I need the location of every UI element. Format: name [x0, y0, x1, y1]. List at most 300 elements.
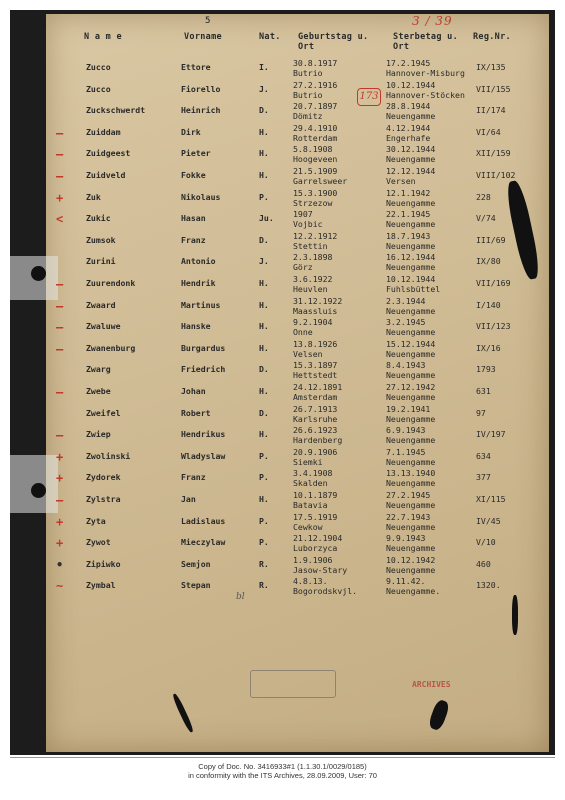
birth-place: Garrelsweer: [293, 176, 348, 186]
table-row: [0, 555, 565, 579]
birth-cell: [293, 339, 337, 359]
first-name: Franz: [181, 472, 206, 483]
registration-number: XII/159: [476, 148, 511, 159]
birth-cell: [293, 404, 337, 424]
table-row: [0, 166, 565, 190]
death-cell: [386, 274, 440, 294]
first-name: Hasan: [181, 213, 206, 224]
death-place: Neuengamme: [386, 240, 436, 251]
last-name: Zuiddam: [86, 126, 121, 137]
birth-cell: [293, 512, 337, 532]
nationality: H.: [259, 386, 269, 396]
first-name: Semjon: [181, 558, 211, 569]
birth-cell: [293, 555, 347, 575]
last-name: Zipiwko: [86, 558, 121, 569]
birth-date: 15.3.1897: [293, 360, 338, 371]
birth-cell: [293, 533, 342, 553]
nationality: P.: [259, 191, 269, 202]
first-name: Ettore: [181, 62, 211, 72]
birth-date: 2.3.1898: [293, 252, 333, 263]
nationality: J.: [259, 256, 269, 267]
nationality: R.: [259, 580, 269, 591]
first-name: Hendrik: [181, 278, 216, 288]
birth-date: 27.2.1916: [293, 79, 338, 90]
first-name: Ladislaus: [181, 515, 226, 526]
table-row: [0, 468, 565, 492]
death-place: Neuengamme: [386, 456, 436, 467]
registration-number: 1793: [476, 364, 496, 375]
death-cell: [386, 58, 465, 78]
death-place: Neuengamme: [386, 154, 436, 165]
first-name: Friedrich: [181, 364, 226, 375]
death-date: 28.8.1944: [386, 101, 431, 112]
first-name: Mieczylaw: [181, 537, 226, 548]
death-date: 10.12.1944: [386, 79, 436, 90]
nationality: J.: [259, 83, 269, 94]
last-name: Zwaluwe: [86, 321, 121, 332]
ink-blot: [512, 595, 518, 635]
last-name: Zuk: [86, 191, 101, 202]
death-place: Versen: [386, 176, 416, 186]
registration-number: 228: [476, 191, 491, 202]
death-place: Neuengamme: [386, 435, 436, 446]
birth-cell: [293, 360, 337, 380]
death-place: Neuengamme: [386, 564, 436, 575]
header-birth: Geburtstag u. Ort: [298, 32, 369, 52]
death-date: 10.12.1944: [386, 274, 436, 284]
first-name: Hanske: [181, 321, 211, 332]
row-mark: •: [56, 557, 64, 572]
table-row: [0, 576, 565, 600]
death-date: 9.9.1943: [386, 533, 426, 544]
death-place: Neuengamme: [386, 197, 436, 208]
birth-date: 13.8.1926: [293, 338, 338, 349]
birth-date: 1907: [293, 209, 313, 220]
last-name: Zweifel: [86, 407, 121, 418]
death-cell: [386, 533, 435, 553]
first-name: Jan: [181, 494, 196, 504]
row-mark: +: [56, 514, 64, 529]
birth-place: Luborzyca: [293, 543, 338, 554]
birth-place: Butrio: [293, 89, 323, 100]
death-cell: [386, 80, 465, 100]
row-mark: —: [56, 341, 64, 356]
birth-date: 15.3.1900: [293, 187, 338, 198]
death-cell: [386, 296, 435, 316]
birth-place: Cewkow: [293, 521, 323, 532]
registration-number: 631: [476, 386, 491, 396]
first-name: Franz: [181, 234, 206, 245]
death-cell: [386, 252, 435, 272]
death-cell: [386, 339, 435, 359]
last-name: Zuidveld: [86, 170, 126, 180]
first-name: Burgardus: [181, 342, 226, 353]
last-name: Zwaard: [86, 299, 116, 310]
last-name: Zymbal: [86, 580, 116, 591]
nationality: H.: [259, 299, 269, 310]
last-name: Zwarg: [86, 364, 111, 375]
birth-cell: [293, 123, 337, 143]
table-row: [0, 274, 565, 298]
nationality: H.: [259, 148, 269, 159]
death-date: 17.2.1945: [386, 58, 431, 68]
birth-place: Hettstedt: [293, 370, 338, 381]
last-name: Zuurendonk: [86, 278, 136, 288]
last-name: Zucco: [86, 83, 111, 94]
death-place: Neuengamme: [386, 478, 436, 489]
header-reg: Reg.Nr.: [473, 32, 511, 42]
death-place: Neuengamme: [386, 521, 436, 532]
row-mark: —: [56, 298, 64, 313]
last-name: Zurini: [86, 256, 116, 267]
death-cell: [386, 404, 435, 424]
death-place: Neuengamme.: [386, 586, 441, 597]
birth-date: 26.6.1923: [293, 425, 338, 436]
registration-number: IV/197: [476, 429, 506, 440]
birth-cell: [293, 166, 347, 186]
death-cell: [386, 382, 435, 402]
birth-place: Jasow-Stary: [293, 564, 348, 575]
birth-cell: [293, 468, 332, 488]
last-name: Zukic: [86, 213, 111, 224]
first-name: Johan: [181, 386, 206, 396]
birth-place: Butrio: [293, 68, 323, 78]
page-mark: 5: [205, 16, 211, 26]
table-row: [0, 231, 565, 255]
nationality: D.: [259, 234, 269, 245]
death-place: Engerhafe: [386, 132, 431, 143]
birth-date: 20.7.1897: [293, 101, 338, 112]
footer-divider: [10, 757, 555, 758]
last-name: Zydorek: [86, 472, 121, 483]
death-date: 27.2.1945: [386, 490, 431, 500]
death-place: Fuhlsbüttel: [386, 284, 441, 294]
nationality: D.: [259, 407, 269, 418]
death-place: Neuengamme: [386, 543, 436, 554]
death-cell: [386, 317, 435, 337]
death-cell: [386, 101, 435, 121]
red-annotation: 3 / 39: [412, 14, 453, 28]
row-mark: ~: [56, 579, 64, 594]
birth-place: Dömitz: [293, 111, 323, 122]
nationality: I.: [259, 62, 269, 72]
last-name: Zuidgeest: [86, 148, 131, 159]
table-row: [0, 360, 565, 384]
footer-line-1: Copy of Doc. No. 3416933#1 (1.1.30.1/0029/0185): [198, 762, 367, 771]
birth-date: 3.6.1922: [293, 274, 333, 284]
birth-date: 5.8.1908: [293, 144, 333, 155]
birth-cell: [293, 58, 337, 78]
row-mark: —: [56, 277, 64, 291]
table-row: [0, 144, 565, 168]
birth-place: Onne: [293, 327, 313, 338]
death-cell: [386, 512, 435, 532]
registration-number: V/10: [476, 537, 496, 548]
last-name: Zwanenburg: [86, 342, 136, 353]
birth-date: 21.5.1909: [293, 166, 338, 176]
footer-line-2: in conformity with the ITS Archives, 28.09.2009, User: 70: [188, 771, 377, 780]
death-cell: [386, 468, 435, 488]
red-box-annotation: 173: [357, 88, 381, 106]
last-name: Zucco: [86, 62, 111, 72]
death-date: 9.11.42.: [386, 576, 426, 587]
birth-place: Amsterdam: [293, 392, 338, 402]
death-date: 12.1.1942: [386, 187, 431, 198]
row-mark: —: [56, 428, 64, 443]
nationality: P.: [259, 450, 269, 461]
table-row: [0, 533, 565, 557]
registration-number: III/69: [476, 234, 506, 245]
registration-number: 377: [476, 472, 491, 483]
birth-date: 30.8.1917: [293, 58, 338, 68]
first-name: Nikolaus: [181, 191, 221, 202]
nationality: P.: [259, 472, 269, 483]
death-date: 2.3.1944: [386, 295, 426, 306]
table-row: [0, 58, 565, 82]
registration-number: I/140: [476, 299, 501, 310]
archive-stamp: [250, 670, 336, 698]
death-date: 7.1.1945: [386, 446, 426, 457]
death-date: 27.12.1942: [386, 382, 436, 392]
registration-number: 97: [476, 407, 486, 418]
birth-date: 21.12.1904: [293, 533, 343, 544]
table-row: [0, 209, 565, 233]
death-cell: [386, 360, 435, 380]
last-name: Zywot: [86, 537, 111, 548]
birth-cell: [293, 209, 323, 229]
row-mark: —: [56, 125, 64, 140]
last-name: Zwolinski: [86, 450, 131, 461]
first-name: Robert: [181, 407, 211, 418]
death-date: 3.2.1945: [386, 317, 426, 328]
registration-number: XI/115: [476, 494, 506, 504]
birth-cell: [293, 425, 342, 445]
table-row: [0, 382, 565, 406]
table-row: [0, 339, 565, 363]
birth-place: Maassluis: [293, 305, 338, 316]
birth-place: Hardenberg: [293, 435, 343, 446]
row-mark: +: [56, 471, 64, 486]
first-name: Martinus: [181, 299, 221, 310]
death-date: 4.12.1944: [386, 122, 431, 133]
table-row: [0, 188, 565, 212]
death-place: Neuengamme: [386, 305, 436, 316]
birth-date: 1.9.1906: [293, 554, 333, 565]
death-date: 6.9.1943: [386, 425, 426, 436]
row-mark: —: [56, 320, 64, 335]
birth-place: Karlsruhe: [293, 413, 338, 424]
birth-date: 3.4.1908: [293, 468, 333, 479]
death-cell: [386, 166, 435, 186]
nationality: H.: [259, 342, 269, 353]
death-date: 12.12.1944: [386, 166, 436, 176]
first-name: Pieter: [181, 148, 211, 159]
birth-place: Görz: [293, 262, 313, 273]
death-cell: [386, 576, 440, 596]
death-date: 18.7.1943: [386, 230, 431, 241]
death-date: 16.12.1944: [386, 252, 436, 263]
death-date: 19.2.1941: [386, 403, 431, 414]
table-row: [0, 317, 565, 341]
table-row: [0, 404, 565, 428]
last-name: Zwebe: [86, 386, 111, 396]
death-place: Neuengamme: [386, 111, 436, 122]
death-date: 22.1.1945: [386, 209, 431, 220]
registration-number: 1320.: [476, 580, 501, 591]
registration-number: 634: [476, 450, 491, 461]
registration-number: VII/155: [476, 83, 511, 94]
table-row: [0, 296, 565, 320]
birth-date: 10.1.1879: [293, 490, 338, 500]
birth-cell: [293, 382, 342, 402]
birth-cell: [293, 296, 342, 316]
birth-date: 26.7.1913: [293, 403, 338, 414]
nationality: H.: [259, 126, 269, 137]
row-mark: —: [56, 493, 64, 507]
table-row: [0, 425, 565, 449]
death-place: Neuengamme: [386, 327, 436, 338]
registration-number: IX/16: [476, 342, 501, 353]
row-mark: <: [56, 212, 64, 227]
first-name: Fiorello: [181, 83, 221, 94]
death-date: 15.12.1944: [386, 338, 436, 349]
nationality: D.: [259, 364, 269, 375]
birth-date: 9.2.1904: [293, 317, 333, 328]
birth-date: 4.8.13.: [293, 576, 328, 587]
death-date: 10.12.1942: [386, 554, 436, 565]
death-place: Neuengamme: [386, 413, 436, 424]
birth-cell: [293, 231, 337, 251]
birth-place: Vojbic: [293, 219, 323, 230]
death-cell: [386, 123, 430, 143]
birth-cell: [293, 317, 332, 337]
birth-cell: [293, 490, 337, 510]
first-name: Stepan: [181, 580, 211, 591]
first-name: Hendrikus: [181, 429, 226, 440]
death-cell: [386, 188, 435, 208]
death-place: Hannover-Misburg: [386, 68, 465, 78]
birth-date: 17.5.1919: [293, 511, 338, 522]
nationality: R.: [259, 558, 269, 569]
row-mark: +: [56, 190, 64, 205]
birth-cell: [293, 144, 337, 164]
nationality: H.: [259, 170, 269, 180]
table-row: [0, 447, 565, 471]
nationality: Ju.: [259, 213, 274, 224]
birth-date: 20.9.1906: [293, 446, 338, 457]
death-date: 13.13.1940: [386, 468, 436, 479]
birth-cell: [293, 274, 332, 294]
header-nationality: Nat.: [259, 32, 281, 42]
death-cell: [386, 447, 435, 467]
birth-date: 31.12.1922: [293, 295, 343, 306]
death-cell: [386, 555, 435, 575]
nationality: H.: [259, 429, 269, 440]
registration-number: IX/135: [476, 62, 506, 72]
row-mark: —: [56, 147, 64, 162]
birth-cell: [293, 188, 337, 208]
table-row: [0, 123, 565, 147]
birth-place: Skalden: [293, 478, 328, 489]
birth-date: 12.2.1912: [293, 230, 338, 241]
table-row: [0, 490, 565, 514]
death-date: 30.12.1944: [386, 144, 436, 155]
last-name: Zyta: [86, 515, 106, 526]
registration-number: IV/45: [476, 515, 501, 526]
birth-cell: [293, 447, 337, 467]
death-place: Neuengamme: [386, 370, 436, 381]
death-place: Neuengamme: [386, 262, 436, 273]
death-cell: [386, 425, 435, 445]
registration-number: IX/80: [476, 256, 501, 267]
registration-number: VI/64: [476, 126, 501, 137]
death-place: Hannover-Stöcken: [386, 89, 465, 100]
registration-number: II/174: [476, 105, 506, 116]
nationality: P.: [259, 515, 269, 526]
table-row: [0, 252, 565, 276]
header-death: Sterbetag u. Ort: [393, 32, 459, 52]
row-mark: +: [56, 536, 64, 551]
nationality: D.: [259, 105, 269, 116]
header-first-name: Vorname: [184, 32, 222, 42]
registration-number: VII/123: [476, 321, 511, 332]
nationality: P.: [259, 537, 269, 548]
row-mark: —: [56, 169, 64, 183]
birth-place: Strzezow: [293, 197, 333, 208]
last-name: Zylstra: [86, 494, 121, 504]
birth-cell: [293, 80, 337, 100]
last-name: Zuckschwerdt: [86, 105, 146, 116]
row-mark: +: [56, 449, 64, 464]
first-name: Antonio: [181, 256, 216, 267]
death-cell: [386, 490, 435, 510]
first-name: Dirk: [181, 126, 201, 137]
birth-cell: [293, 101, 337, 121]
birth-date: 29.4.1910: [293, 122, 338, 133]
nationality: H.: [259, 494, 269, 504]
row-mark: —: [56, 385, 64, 399]
birth-place: Bogorodskvjl.: [293, 586, 358, 597]
death-date: 8.4.1943: [386, 360, 426, 371]
first-name: Heinrich: [181, 105, 221, 116]
first-name: Fokke: [181, 170, 206, 180]
birth-place: Rotterdam: [293, 132, 338, 143]
red-stamp: ARCHIVES: [412, 680, 451, 689]
table-row: [0, 101, 565, 125]
death-place: Neuengamme: [386, 348, 436, 359]
death-cell: [386, 144, 435, 164]
birth-place: Heuvlen: [293, 284, 328, 294]
last-name: Zwiep: [86, 429, 111, 440]
registration-number: V/74: [476, 213, 496, 224]
birth-date: 24.12.1891: [293, 382, 343, 392]
header-name: N a m e: [84, 32, 122, 42]
birth-place: Stettin: [293, 240, 328, 251]
death-date: 22.7.1943: [386, 511, 431, 522]
pencil-note: bl: [236, 592, 245, 602]
birth-place: Velsen: [293, 348, 323, 359]
registration-number: 460: [476, 558, 491, 569]
death-cell: [386, 209, 435, 229]
death-place: Neuengamme: [386, 392, 436, 402]
last-name: Zumsok: [86, 234, 116, 245]
birth-place: Siemki: [293, 456, 323, 467]
birth-cell: [293, 576, 357, 596]
registration-number: VIII/102: [476, 170, 516, 180]
birth-cell: [293, 252, 332, 272]
death-cell: [386, 231, 435, 251]
death-place: Neuengamme: [386, 219, 436, 230]
